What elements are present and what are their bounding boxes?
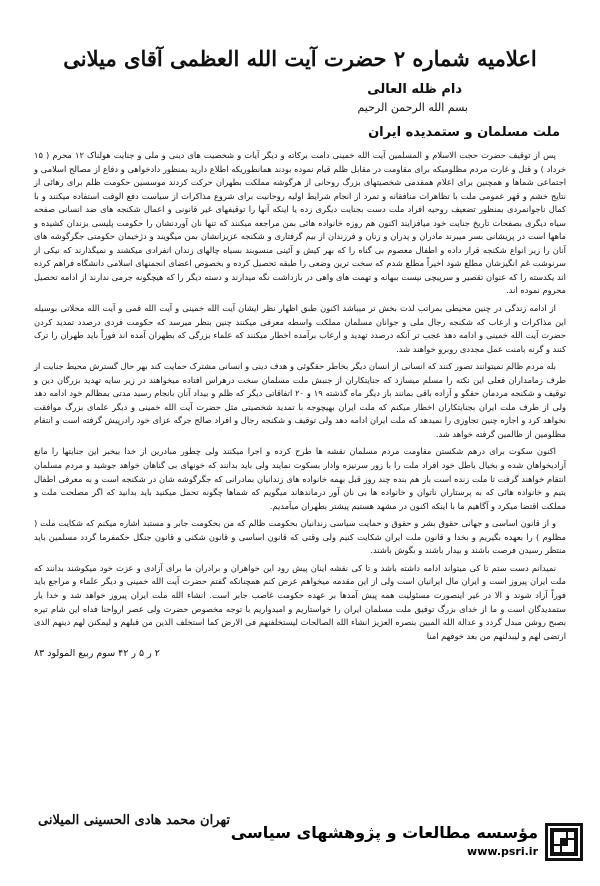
honorific: دام ظله العالی bbox=[367, 82, 462, 97]
body-paragraph: پس از توقیف حضرت حجت الاسلام و المسلمین آیت الله خمینی دامت برکاته و دیگر آیات و شخصیت های دینی و ملی و جنایت هولناک ۱۲ محرم ( ۱۵ خرداد ) و قتل و غارت مردم مظلومیکه برای مقاومت در مقابل ظلم قیام نموده بودند همانطوریکه اطلاع دارید بمنظور دادخواهی و دفاع از مصالح اسلامی و اجتماعی شماها و همچنین برای اعلام همقدمی شخصیتهای بزرگ روحانی از هرگوشه مملکت بطهران حرکت کردند موسسین حکومت ظلم برای رهائی از نتایج خشم و قهر عمومی ملت با تظاهرات منافقانه و تمرد از انجام شرایط اولیه روحانیت برای شروع مذاکرات از سیاست دفع الوقت استفاده میکنند و با کمال ناجوانمردی بمنظور تضعیف روحیه افراد ملت دست بجنایت دیگری زده یا اینکه آنها را توقیفهای غیر قانونی و اعمال شکنجه های ضد انسانی صفحه سیاه دیگری بصفحات تاریخ جنایت خود میافزایند اکنون هم روزه خانواده هائی بمن مراجعه میکنند که تنها نان آوردنشان را حکومت پلیسی بزندان کشیده و ماهها است در پریشانی بسر میبرند مادران و پدران و زنان و فرزندان از بیم گرفتاری و شکنجه عزیزانشان بمن میگویند و دژخیمان حکومتی جگرگوشه های آنان را زیر انواع شکنجه قرار داده و اطفال معصوم بی گناه را که بهر کیش و آئینی منسوبند بسیاه چالهای زندان انفرادی میکشند و نمیگذارند که نیکی از سرنوشت غم انگیزشان مطلع شود اخیراً مطلع شدم که سخت ترین وضعی را طبقه تحصیل کرده و بخصوص اعضای انجمنهای اسلامی دانشگاه فراهم کرده اند یکدسته را که عنوان تقصیر و سرپیچی نیست ببهانه و تهمت های واهی در بازداشت نگه میدارند و دسته دیگر را که هیچگونه جرمی ندارند از ادامه تحصیل محروم نموده اند. bbox=[34, 150, 566, 296]
body-paragraph: بله مردم ظالم نمیتوانند تصور کنند که انسانی از انسان دیگر بخاطر حقگوئی و هدف دینی و انسانی مشترک حمایت کند بهر حال گسترش محیط جنایت از طرف زمامداران فعلی این نکته را مسلم میسازد که جنایتکاران از جنبش ملت مسلمان سخت درهراس افتاده میخواهند در زیر سایه تهدید بزرگان دین و توقیف و شکنجه مردمان حقگو و آزاده باقی بمانند باز دیگر ماه گذشته ۱۹ و ۲۰ اتفاقاتی دیگر که ظلم و بیداد آنان بانجام رسید مدتی بمظالم خود ادامه دهد ولی از طرف ملت ایران بجنایتکاران اخطار میکنم که ملت ایران بهیچوجه با تمدید شخصیتی مثل حضرت آیت الله خمینی و دیگر علمای بزرگ موافقت نخواهد کرد و اجازه چنین تجاوزی را نمیدهد که ملت ایران ادامه دهد ولی توقیف و شکنجه رجال و افراد صالح جرگه عزای خود رادرپیش گرفته است و انتقام مظلومین از ظالمین گرفته خواهد شد. bbox=[34, 361, 566, 439]
announcement-page bbox=[34, 44, 566, 844]
addressee-heading: ملت مسلمان و ستمدیده ایران bbox=[368, 125, 560, 140]
body-paragraph: و از قانون اساسی و جهانی حقوق بشر و حقوق و حمایت سیاسی زندانیان بحکومت ظالم که من بحکومت جابر و مستبد اشاره میکنم که شکایت ملت ( مظلوم ) را بعهده بگیریم و بخدا و قانون ملت ایران شکایت کنیم ولی وقتی که قانون اساسی و قانون شکنی و قانون جنگل حکمفرما گردد مسلمین باید منتظر رسیدن فرصت باشند و بیدار باشند و بگوش باشند. bbox=[34, 518, 566, 556]
body-paragraph: اکنون سکوت برای درهم شکستن مقاومت مردم مسلمان نقشه ها طرح کرده و اجرا میکنند ولی چطور مبادرین از خدا بیخبر این جنایتها را مانع آزادیخواهان شده و بخیال باطل خود افراد ملت را با زور سرنیزه وادار بسکوت نمایند ولی باید بدانند که خونهای بی گناهان خواهد جوشید و مردم مسلمان انتقام خواهند گرفت تا ملت زنده است باز هم بنده چند روز قبل بهمه خانواده های زندانیان بمادرانی که جگرگوشه شان در شکنجه است و به معرفی اطفال یتیم و خانواده هائی که به پرستاران ناتوان و خانواده ها بی نان آور درماندهاند میگویم که شماها چگونه تحمل میکنید باید بدانید که اگر مصلحت ملت و مملکت اقتضا میکرد و آگاهیم ما با اینکه اکنون در مشهد هستیم پیشتر بطهران میآمدیم. bbox=[34, 446, 566, 511]
body-paragraph: نمیدانم دست ستم تا کی میتواند ادامه داشته باشد و تا کی نقشه اینان پیش رود این خواهران و برادران ما برای آزادی و عزت خود میکوشند بدانند که ملت ایران پیروز است و ایران مال ایرانیان است ولی از این مقدمه میخواهم عرض کنم همچنانکه گفتم حضرت آیت الله خمینی و دیگر علماء و مراجع باید فوراً آزاد شوند و الا در غیر اینصورت مسئولیت همه پیش آمدها بر عهده حکومت غاصب جابر است. انشاء الله ملت ایران پیروز خواهد شد و خدا یار ستمدیدگان است و ما از خدای بزرگ توفیق ملت مسلمان ایران را خواستاریم و امیدواریم با توجه مخصوص حضرت ولی عصر ارواحنا فداه این شام تیره بصبح روشن مبدل گردد و عدالة الله المبین بنصره العزیز انشاء الله الصالحات لیستخلفنهم فی الارض کما استخلف الذین من قبلهم و لیمکنن لهم دینهم الذی ارتضی لهم و لیبدلنهم من بعد خوفهم امنا bbox=[34, 562, 566, 641]
organization-url: www.psri.ir bbox=[467, 845, 538, 858]
signature-line: تهران محمد هادی الحسینی المیلانی bbox=[38, 813, 230, 828]
institute-logo-icon bbox=[544, 822, 584, 862]
announcement-title: اعلامیه شماره ۲ حضرت آیت الله العظمی آقای میلانی bbox=[63, 46, 537, 71]
footer-text bbox=[208, 822, 538, 860]
organization-name: مؤسسه مطالعات و پژوهشهای سیاسی bbox=[230, 823, 538, 842]
body-paragraph: از ادامه زندگی در چنین محیطی بمراتب لذت بخش تر میباشد اکنون طبق اظهار نظر ایشان آیت الله خمینی و آیت الله قمی و آیت الله محلاتی بوسیله این مذاکرات و ارعاب که شکنجه رجال ملی و جوانان مسلمان مملکت واسطه معرفی میکنند چنین بنظر میرسد که حکومت فردی درصدد تمدید کردن حضرت آیت الله خمینی و ادامه دهد عجب تر آنکه درصدد تهدید و ارعاب برآمده اخطار میکنند که علماء بزرگی که بطهران آمده اند فوراً باید طهران را ترک کنند و گرنه بامنت عمل مجددی روبرو خواهند شد. bbox=[34, 303, 566, 354]
issue-date: ۲ ر ۵ ر ۴۲ سوم ربیع المولود ۸۳ bbox=[34, 648, 160, 660]
basmala: بسم الله الرحمن الرحیم bbox=[357, 101, 468, 114]
